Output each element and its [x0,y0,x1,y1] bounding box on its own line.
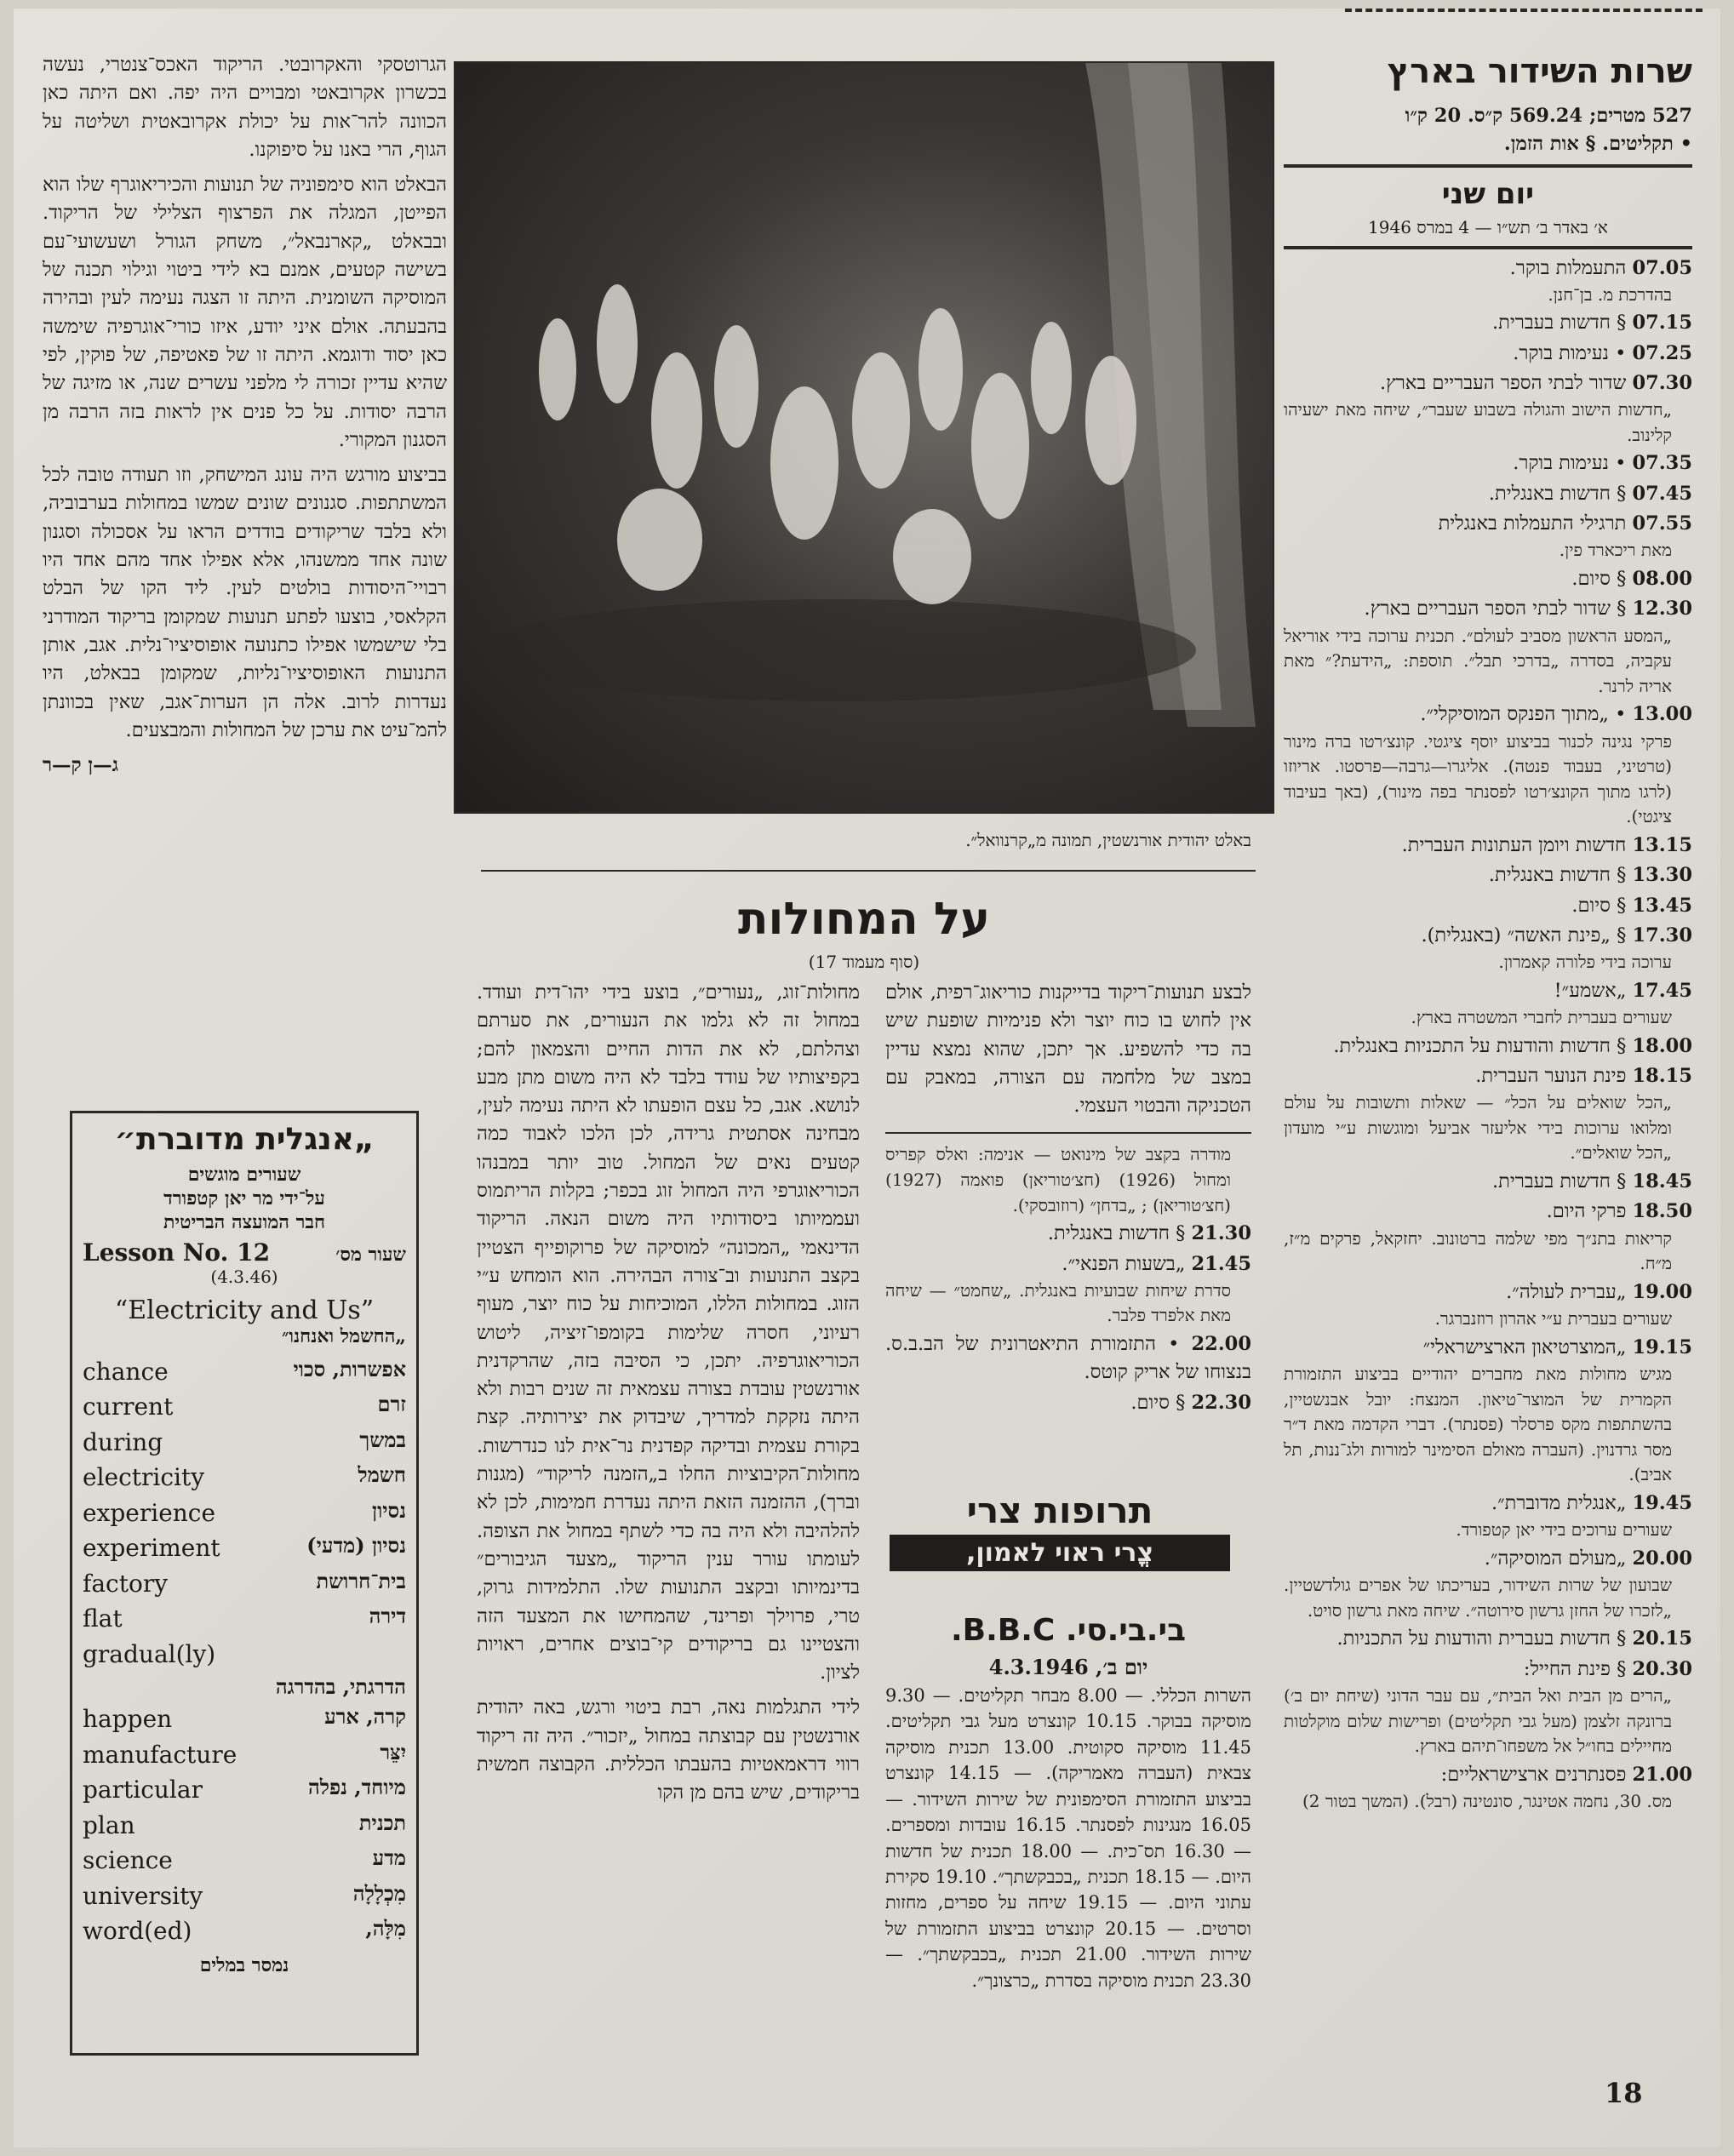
vocab-english: electricity [83,1463,205,1492]
bbc-schedule [885,1609,1251,1993]
schedule-title: § „פינת האשה״ (באנגלית). [1421,924,1627,946]
divider [481,870,1256,872]
ad-slogan: צֳרי ראוי לאמון, [890,1535,1230,1571]
box-line-1: שעורים מוגשים [187,1164,301,1186]
bbc-date: יום ב׳, 4.3.1946 [988,1655,1148,1680]
vocabulary-entry [83,1460,406,1495]
lesson-number: Lesson No. 12 [83,1238,271,1267]
schedule-time: 13.15 [1632,834,1692,856]
schedule-title: § סיום. [1571,894,1627,917]
schedule-description: קריאות בתנ״ך מפי שלמה ברטונוב. יחזקאל, פרקים מ״ז, מ״ח. [1284,1227,1672,1274]
vocab-english: university [83,1881,203,1910]
schedule-item [1284,892,1692,920]
vocabulary-entry [83,1601,406,1636]
schedule-time: 18.45 [1632,1170,1692,1193]
box-title: „אנגלית מדוברת״ [114,1122,375,1157]
vocab-hebrew: דירה [369,1604,406,1629]
schedule-item [1284,861,1692,889]
schedule-description: מאת ריכארד פין. [1559,540,1672,561]
vocab-english: manufacture [83,1740,237,1769]
left-article-column [43,51,447,780]
schedule-item [1284,254,1692,308]
schedule-description: שעורים בעברית ע״י אהרון רוזנברגר. [1434,1308,1672,1330]
vocab-english: flat [83,1604,123,1633]
schedule-item [1284,1761,1692,1815]
vocab-hebrew: מִלָּה, [365,1916,406,1942]
lesson-topic-hebrew: „החשמל ואנחנו״ [282,1325,406,1347]
schedule-description: „הרים מן הבית ואל הבית״, עם עבר הדוני (שיחת יום ב׳) ברונקה זלצמן (מעל גבי תקליטים) ופרישות שלום מוקלטות מחיילים בחו״ל אל משפחו־תיהם בארץ. [1284,1684,1672,1757]
schedule-title: „מעולם המוסיקה״. [1484,1547,1627,1570]
schedule-title: § חדשות והודעות על התכניות באנגלית. [1333,1034,1627,1057]
vocab-english: experience [83,1498,216,1527]
schedule-item [1284,595,1692,699]
schedule-item [885,1250,1251,1329]
schedule-title: § חדשות באנגלית. [1488,482,1627,505]
vocabulary-list [83,1354,406,1949]
schedule-time: 20.30 [1632,1657,1692,1680]
divider [1284,164,1692,168]
schedule-item [1284,369,1692,448]
divider [885,1132,1251,1134]
vocab-hebrew: מיוחד, נפלה [307,1775,406,1800]
vocab-hebrew: קרה, ארע [324,1704,406,1730]
schedule-title: § סיום. [1130,1391,1186,1414]
vocab-hebrew: הדרגתי, בהדרגה [275,1673,406,1699]
article-signature: ג—ן ק—ר [43,754,119,777]
lesson-label-hebrew: שעור מס׳ [335,1244,406,1266]
schedule-time: 07.55 [1632,512,1692,535]
schedule-item [1284,1198,1692,1276]
box-line-3: חבר המועצה הבריטית [163,1211,325,1233]
schedule-title: • נעימות בוקר. [1513,452,1627,475]
schedule-description: „חדשות הישוב והגולה בשבוע שעבר״, שיחה מאת ישעיהו קלינוב. [1284,399,1672,445]
schedule-time: 19.45 [1632,1491,1692,1514]
lesson-header [83,1238,406,1267]
schedule-time: 20.00 [1632,1547,1692,1570]
schedule-title: § חדשות באנגלית. [1488,864,1627,887]
vocabulary-entry [83,1637,406,1672]
vocab-hebrew: נסיון [371,1497,406,1523]
schedule-title: תרגילי התעמלות באנגלית [1438,512,1627,535]
schedule-title: חדשות ויומן העתונות העברית. [1401,834,1627,856]
radio-day: יום שני [1441,176,1535,211]
schedule-time: 21.45 [1191,1252,1251,1275]
vocab-hebrew: מִכְלָלָה [352,1880,406,1906]
schedule-description: מס. 30, נחמה אטינגר, סונטינה (רבל). (המשך בטור 2) [1302,1791,1672,1812]
schedule-item [1284,510,1692,563]
schedule-item [1284,449,1692,478]
photo-caption: באלט יהודית אורנשטין, תמונה מ„קרנוואל״. [965,830,1251,850]
schedule-title: § סיום. [1571,567,1627,590]
vocabulary-entry [83,1530,406,1565]
schedule-description: שעורים בעברית לחברי המשטרה בארץ. [1411,1007,1672,1028]
schedule-title: § חדשות באנגלית. [1047,1222,1186,1245]
vocab-hebrew: תכנית [358,1810,406,1835]
schedule-time: 19.00 [1632,1280,1692,1303]
vocab-english: particular [83,1776,203,1804]
radio-continuation-list [885,1142,1251,1416]
schedule-title: פרקי היום. [1546,1200,1627,1223]
vocab-hebrew: מדע [372,1845,406,1871]
vocabulary-entry [83,1566,406,1601]
schedule-time: 19.15 [1632,1335,1692,1358]
schedule-time: 13.30 [1632,864,1692,887]
vocabulary-entry [83,1772,406,1807]
schedule-description: שבועון של שרות השידור, בעריכתו של אפרים גולדשטיין. „לזכרו של החזן גרשון סירוטה״. שיחה מאת גרשון סויט. [1284,1575,1672,1621]
schedule-time: 07.45 [1632,482,1692,505]
bbc-title: בי.בי.סי. B.B.C. [950,1613,1187,1648]
schedule-title: פינת הנוער העברית. [1475,1064,1627,1087]
schedule-item [1284,701,1692,830]
lesson-date: (4.3.46) [210,1267,278,1287]
vocab-hebrew: אפשרות, סכוי [293,1357,406,1381]
schedule-item [1284,1625,1692,1653]
article-paragraph: לבצע תנועות־ריקוד בדייקנות כוריאוג־רפית, אולם אין לחוש בו כוח יוצר ולא פנימיות שופעת שיש בה כדי להשפיע. אך יתכן, שהוא נמצא עדיין במצב של מלחמה עם הצורה, במאבק עם הטכניקה והבטוי העצמי. [885,981,1251,1118]
spoken-english-box [70,1111,419,2056]
article-paragraph: לידי התגלמות נאה, רבת ביטוי ורגש, באה יהודית אורנשטין עם קבוצתה במחול „יזכור״. היה זה ריקוד רווי דראמאטיות בהעבתו הכללית. הקבוצה חמשית בריקודים, שיש בהם מן הקו [477,1696,860,1804]
vocabulary-entry [83,1425,406,1460]
schedule-time: 13.45 [1632,894,1692,917]
schedule-title: • „מתוך הפנקס המוסיקלי״. [1420,703,1627,726]
schedule-item [1284,1334,1692,1488]
schedule-time: 07.15 [1632,312,1692,335]
schedule-description: „הכל שואלים על הכל״ — שאלות ותשובות על עולם ומלואו ערוכות בידי אליעזר אביעל ומוגשות ע״י מועדון „הכל שואלים״. [1284,1092,1672,1164]
top-border-mark [1345,9,1703,12]
schedule-item [1284,340,1692,368]
vocab-hebrew: בית־חרושת [316,1568,406,1593]
vocab-english: science [83,1846,173,1875]
schedule-item [1284,922,1692,975]
vocab-english: factory [83,1569,169,1598]
schedule-title: § שדור לבתי הספר העבריים בארץ. [1364,598,1627,620]
article-column-left [477,979,860,1815]
article-paragraph: מחולות־זוג, „נעורים״, בוצע בידי יהו־דית ועודד. במחול זה לא גלמו את הנעורים, את סערתם וצהלתם, לא את הדות החיים והצמאון להם; בקפיצותיו של עודד בלבד לא היה משום מתן מבע לנושא. אגב, כל עצם הופעתו לא היתה נעימה לעין, מבחינה אסתטית גרידה, לכן הלכו לאבוד כמה קטעים נאים של המחול. טוב יותר במבנהו הכוריאוגרפי היה המחול זוג בכפר; בקלות הריתמוס ועממיותו ביסודותיו היה משום הנאה. הריקוד הדינאמי „המכונה״ למוסיקה של פרוקופייף הצטיין בקצב התנועות וב־צורה הבהירה. הוא הומחש ע״י הזוג. במחולות הללו, המוכיחות על כוח יוצר, מעוף רעיוני, חסרה שלימות בקומפו־זיציה, ליטוש הכוריאוגרפיה. יתכן, כי הסיבה בזה, שהרקדנית אורנשטין עובדת בצורה עצמאית זה שנים רבות ולא היתה נזקקת למדריך, שיבדוק את יצירותיה. קצת בקורת עצמית ובדיקה קפדנית נר־אית לנו כנדרשות. מחולות־הקיבוציות החלו ב„הזמנה לריקוד״ (מגנות וברך), ההזמנה הזאת היתה נעדרת חמימות, לכן לא להלהיבה ולא היה בה כדי לשתף במחול את הצופה. לעומתו עורר ענין הריקוד „מצעד הגיבורים״ בדינמיותו ובקצב התנועות שלו. התלמידות גרוק, טרי, פרוילך ופרינד, שהמחישו את המצעד הזה והצטיינו גם בריקודים קי־בוצים אחרים, ראויות לציון. [477,981,860,1684]
schedule-description: פרקי נגינה לכנור בביצוע יוסף ציגטי. קונצ׳רטו ברה מינור (טרטיני, בעבוד פנטה). אליגרו—גרבה—פרסטו. אריוזו (לרגו מתוך הקונצ׳רטו לפסנתר בפה מינור), (באך בעיבוד ציגטי). [1284,730,1672,827]
schedule-time: 22.00 [1191,1333,1251,1356]
schedule-item [1284,977,1692,1031]
schedule-time: 07.05 [1632,256,1692,279]
schedule-description: סדרת שיחות שבועיות באנגלית. „שחמט״ — שיחה מאת אלפרד פלבר. [885,1279,1231,1326]
bbc-body: השרות הכללי. — 8.00 מבחר תקליטים. — 9.30 מוסיקה בבוקר. 10.15 קונצרט מעל גבי תקליטים. 11.45 מוסיקה סקוטית. 13.00 תכנית מוסיקה צבאית (העברה מאמריקה). — 14.15 קונצרט בביצוע התזמורת הסימפונית של שירות השידור. — 16.05 מנגינות לפסנתר. 16.15 עובדות ומספרים. — 16.30 תס־כית. — 18.00 תכנית של חדשות היום. — 18.15 תכנית „בכבקשתך״. 19.10 סקירת עתוני היום. — 19.15 שיחה על ספרים, מחזות וסרטים. — 20.15 קונצרט בביצוע התזמורת של שירות השידור. 21.00 תכנית „בכבקשתך״. — 23.30 תכנית מוסיקה בסדרת „כרצונך״. [885,1684,1252,1991]
tsori-ad [890,1490,1230,1571]
schedule-time: 17.45 [1632,979,1692,1002]
vocabulary-entry [83,1495,406,1530]
schedule-title: „עברית לעולה״. [1506,1280,1627,1303]
schedule-description: שעורים ערוכים בידי יאן קטפורד. [1456,1519,1672,1541]
schedule-title: התעמלות בוקר. [1509,256,1627,279]
radio-schedule-list [1284,254,1692,1815]
schedule-title: „אשמע״! [1554,979,1627,1002]
radio-date: א׳ באדר ב׳ תש״ו — 4 במרס 1946 [1368,216,1608,237]
vocab-english: gradual(ly) [83,1639,216,1668]
vocab-hebrew: חשמל [358,1462,406,1488]
schedule-title: • התזמורת התיאטרונית של הב.ב.ס. בנצוחו של אריק קוטס. [885,1333,1251,1384]
schedule-item [1284,309,1692,337]
schedule-time: 17.30 [1632,924,1692,946]
schedule-time: 21.30 [1191,1222,1251,1245]
schedule-description: בהדרכת מ. בן־חנן. [1548,283,1672,305]
vocab-hebrew: יִצֵּר [380,1739,406,1764]
schedule-time: 18.50 [1632,1200,1692,1223]
schedule-description: ערוכה בידי פלורה קאמרון. [1498,952,1672,973]
vocab-english: during [83,1427,163,1456]
ballet-photo [454,61,1274,814]
schedule-time: 08.00 [1632,567,1692,590]
schedule-item [885,1142,1251,1218]
radio-title: שרות השידור בארץ [1387,52,1692,91]
schedule-title: § חדשות בעברית. [1492,312,1627,335]
schedule-item [885,1330,1251,1387]
vocab-english: word(ed) [83,1917,192,1946]
vocabulary-entry [83,1701,406,1736]
vocab-english: experiment [83,1534,220,1563]
schedule-time: 21.00 [1632,1763,1692,1786]
article-subtitle: (סוף מעמוד 17) [808,952,920,972]
vocab-hebrew: במשך [359,1427,406,1452]
schedule-description: „המסע הראשון מסביב לעולם״. תכנית ערוכה בידי אוריאל עקביה, בסדרה „בדרכי תבל״. תוספת: „הידעת?״ מאת אריה לרנר. [1284,625,1672,696]
schedule-item [1284,1545,1692,1623]
schedule-title: § פינת החייל: [1523,1657,1627,1680]
vocabulary-entry [83,1913,406,1948]
schedule-title: • נעימות בוקר. [1513,341,1627,364]
radio-legend: • תקליטים. § אות הזמן. [1503,133,1692,156]
vocabulary-entry [83,1808,406,1843]
article-paragraph: הגרוטסקי והאקרובטי. הריקוד האכס־צנטרי, נעשה בכשרון אקרובאטי ומבויים היה יפה. ואם היתה כאן הכוונה להר־אות על יכולת אקרובאטית ושליטה על הגוף, הרי באנו על סיפוקנו. [43,54,447,161]
schedule-title: „המוצרטיאון הארצישראלי״ [1422,1335,1627,1358]
schedule-time: 07.35 [1632,452,1692,475]
schedule-item [1284,1278,1692,1332]
schedule-item [1284,832,1692,860]
radio-schedule-column [1284,51,1692,1816]
lesson-topic-english: “Electricity and Us” [114,1295,375,1325]
schedule-time: 07.30 [1632,371,1692,394]
ad-headline: תרופות צרי [966,1490,1153,1531]
ballet-dancers-image [455,63,1269,809]
vocab-english: happen [83,1705,173,1734]
box-line-2: על־ידי מר יאן קטפורד [163,1187,325,1210]
schedule-item [1284,1168,1692,1196]
schedule-item [1284,1062,1692,1166]
divider [1284,246,1692,249]
vocab-hebrew: זרם [377,1392,406,1417]
vocab-english: chance [83,1358,169,1386]
schedule-time: 22.30 [1191,1391,1251,1414]
article-column-right [885,979,1251,1419]
vocab-english: current [83,1393,174,1421]
article-paragraph: בביצוע מורגש היה עונג המישחק, וזו תעודה טובה לכל המשתתפות. סגנונים שונים שמשו במחולות בערבוביה, ולא בלבד שריקודים בודדים הראו על אסכולה וסגנון שונה אחד ממשנהו, אלא אפילו אחד מהם אחד היו רבויי־היסודות בולטים לעין. ליד הקו של הבלט הקלאסי, בוצעו לפתע תנועות שמקומן בריקוד המודרני בלי שישמשו אפילו כתנועה אופוסיציו־נלית. אגב, אותן התנועות האופוסיציו־נליות, שמקומן בבאלט, היו נעדרות לרוב. אלה הן הערות־אגב, שאין בכוונתן להמ־עיט את ערכן של המחולות והמבצעים. [43,464,447,741]
schedule-time: 18.00 [1632,1034,1692,1057]
schedule-title: § חדשות בעברית והודעות על התכניות. [1336,1627,1627,1650]
schedule-item [1284,565,1692,593]
schedule-description: מודרה בקצב של מינואט — אנימה: ואלס קפריס ומחול (1926) (חצ׳טוריאן) פואמה (1927) (חצ׳טוריאן) ; „בדחן״ (רוזובסקי). [885,1144,1231,1215]
schedule-title: שדור לבתי הספר העבריים בארץ. [1379,371,1627,394]
article-paragraph: הבאלט הוא סימפוניה של תנועות והכיריאוגרף שלו הוא הפייטן, המגלה את הפרצוף הצלילי של הריקוד. ובבאלט „קארנבאל״, משחק הגורל ושעשועי־עם בשישה קטעים, אמנם בא לידי ביטוי וגילוי תכנה של המוסיקה השומנית. היתה זו הצגה נעימה לעין ובהירה בהבעתה. אולם איני יודע, איזו כורי־אוגרפיה שימשה כאן יסוד ודוגמא. היתה זו של פאטיפה, של פוקין, לפי שהיא עדיין זכורה לי מלפני עשרים שנה, או מזיגה של הרבה יסודות. על כל פנים אין לראות בזה הרבה מן הסגנון המקורי. [43,174,447,451]
vocab-hebrew: נסיון (מדעי) [306,1533,406,1558]
vocabulary-entry [83,1737,406,1772]
schedule-title: „בשעות הפנאי״. [1062,1252,1186,1275]
schedule-time: 07.25 [1632,341,1692,364]
schedule-title: § חדשות בעברית. [1492,1170,1627,1193]
vocabulary-entry [83,1672,406,1702]
schedule-time: 13.00 [1632,703,1692,726]
schedule-time: 12.30 [1632,598,1692,620]
schedule-title: „אנגלית מדוברת״. [1491,1491,1627,1514]
article-title: על המחולות [738,894,990,945]
vocabulary-entry [83,1879,406,1913]
schedule-item [1284,480,1692,508]
schedule-item [885,1389,1251,1417]
radio-frequency: 527 מטרים; 569.24 ק״ס. 20 ק״ו [1405,105,1692,127]
page-number: 18 [1605,2077,1643,2109]
schedule-item [885,1220,1251,1248]
vocab-english: plan [83,1810,135,1839]
schedule-description: מגיש מחולות מאת מחברים יהודיים בביצוע התזמורת הקמרית של המוצר־טיאון. המנצח: יובל אבנשטיין, בהשתתפות מקס פרסלר (פסנתר). דברי הקדמה מאת ד״ר מסר גרדנוין. (העברה מאולם הסימינר למורות ולג־ננות, תל אביב). [1284,1364,1672,1485]
schedule-time: 20.15 [1632,1627,1692,1650]
box-footer: נמסר במלים [199,1953,289,1976]
vocabulary-entry [83,1389,406,1424]
vocabulary-entry [83,1354,406,1389]
schedule-item [1284,1656,1692,1759]
schedule-title: פסנתרנים ארצישראליים: [1440,1763,1627,1786]
vocabulary-entry [83,1843,406,1878]
schedule-item [1284,1490,1692,1543]
schedule-time: 18.15 [1632,1064,1692,1087]
schedule-item [1284,1032,1692,1061]
